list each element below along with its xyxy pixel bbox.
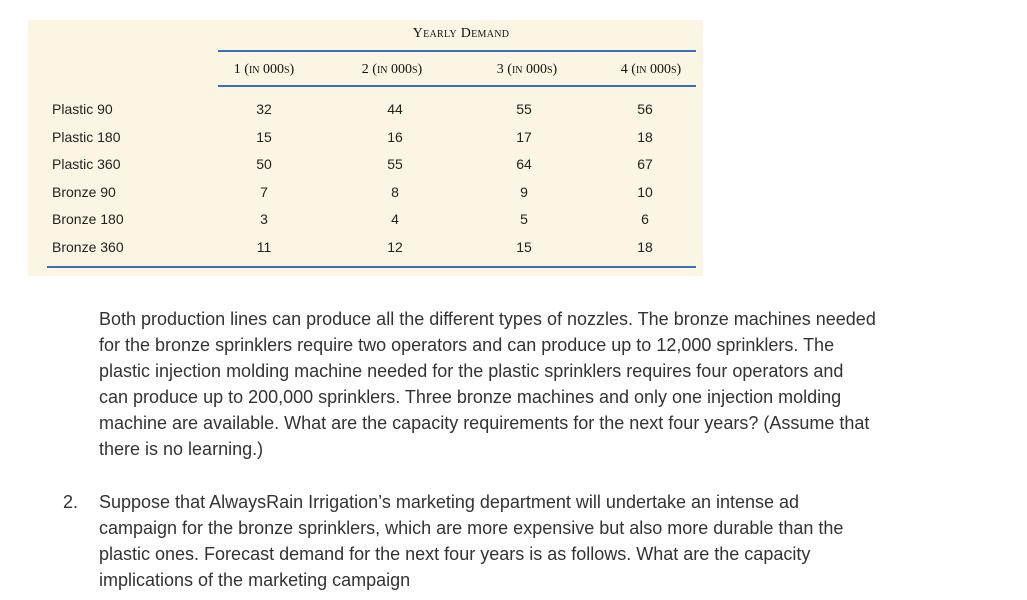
table-top-rule xyxy=(218,50,696,52)
paragraph-line: campaign for the bronze sprinklers, which are more expensive but also more durable than the xyxy=(99,518,844,538)
list-item-text xyxy=(99,489,941,593)
table-cell: 12 xyxy=(387,239,403,255)
table-cell: 5 xyxy=(520,211,528,227)
paragraph-line: plastic ones. Forecast demand for the next four years is as follows. What are the capacity xyxy=(99,544,811,564)
table-cell: 7 xyxy=(260,184,268,200)
column-header-year-4: 4 (in 000s) xyxy=(620,62,682,77)
table-cell: 67 xyxy=(637,156,653,172)
table-cell: 55 xyxy=(516,101,532,117)
paragraph-line: there is no learning.) xyxy=(99,439,264,459)
demand-table-background xyxy=(28,20,703,276)
table-cell: 64 xyxy=(516,156,532,172)
table-cell: 6 xyxy=(641,211,649,227)
row-label: Plastic 180 xyxy=(52,129,121,145)
table-cell: 16 xyxy=(387,129,403,145)
table-cell: 44 xyxy=(387,101,403,117)
list-item-number: 2. xyxy=(63,492,79,512)
paragraph-line: Suppose that AlwaysRain Irrigation’s marketing department will undertake an intense ad xyxy=(99,492,800,512)
paragraph-line: can produce up to 200,000 sprinklers. Three bronze machines and only one injection molding xyxy=(99,387,842,407)
row-label: Bronze 180 xyxy=(52,211,124,227)
table-cell: 15 xyxy=(256,129,272,145)
table-caption: Yearly Demand xyxy=(412,26,510,41)
table-cell: 3 xyxy=(260,211,268,227)
table-cell: 56 xyxy=(637,101,653,117)
table-cell: 50 xyxy=(256,156,272,172)
table-header-rule xyxy=(218,85,696,87)
table-cell: 32 xyxy=(256,101,272,117)
table-cell: 9 xyxy=(520,184,528,200)
table-cell: 11 xyxy=(256,239,272,255)
table-cell: 18 xyxy=(637,129,653,145)
row-label: Plastic 90 xyxy=(52,101,113,117)
table-bottom-rule xyxy=(47,266,696,268)
row-label: Bronze 90 xyxy=(52,184,116,200)
column-header-year-2: 2 (in 000s) xyxy=(361,62,423,77)
paragraph-line: machine are available. What are the capacity requirements for the next four years? (Assume that xyxy=(99,413,870,433)
table-cell: 8 xyxy=(391,184,399,200)
row-label: Plastic 360 xyxy=(52,156,121,172)
table-cell: 18 xyxy=(637,239,653,255)
paragraph-line: plastic injection molding machine needed for the plastic sprinklers requires four operators and xyxy=(99,361,844,381)
table-cell: 55 xyxy=(387,156,403,172)
paragraph-line: Both production lines can produce all the different types of nozzles. The bronze machines needed xyxy=(99,309,876,329)
paragraph-line: implications of the marketing campaign xyxy=(99,570,411,590)
problem-paragraph xyxy=(99,306,941,462)
column-header-year-3: 3 (in 000s) xyxy=(496,62,558,77)
table-cell: 4 xyxy=(391,211,399,227)
table-cell: 15 xyxy=(516,239,532,255)
paragraph-line: for the bronze sprinklers require two operators and can produce up to 12,000 sprinklers. The xyxy=(99,335,835,355)
row-label: Bronze 360 xyxy=(52,239,124,255)
column-header-year-1: 1 (in 000s) xyxy=(233,62,295,77)
table-cell: 10 xyxy=(637,184,653,200)
table-cell: 17 xyxy=(516,129,532,145)
